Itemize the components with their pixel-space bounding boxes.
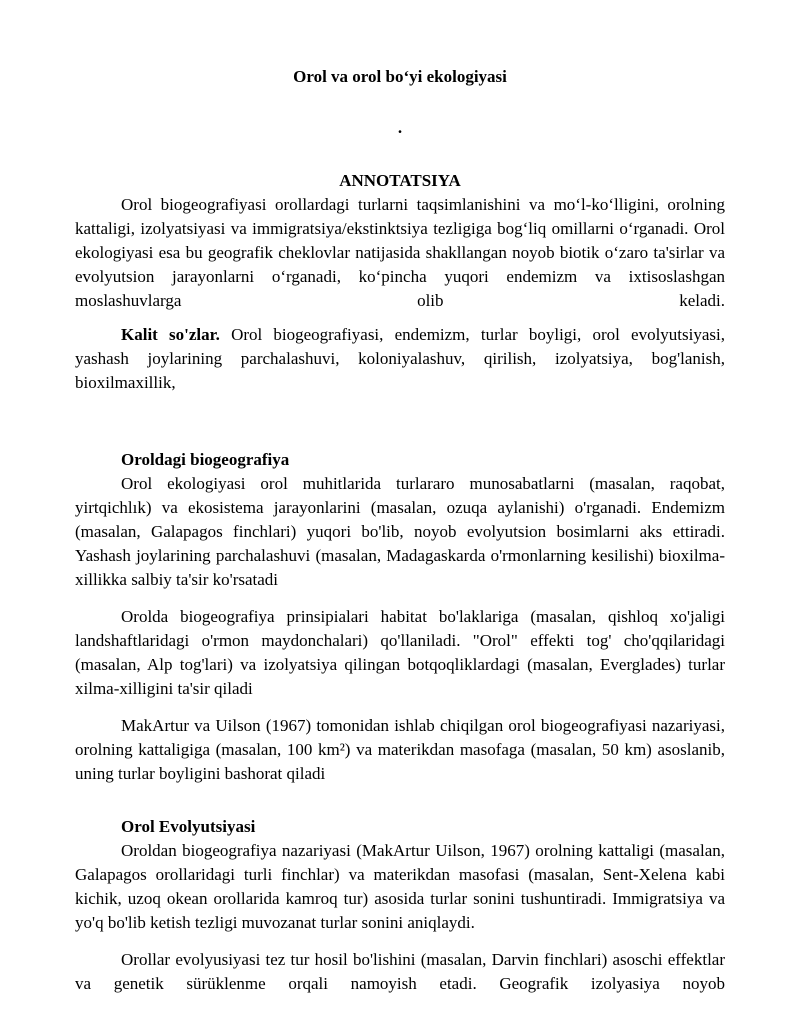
- section2-paragraph-1: Oroldan biogeografiya nazariyasi (MakArtur Uilson, 1967) orolning kattaligi (masalan, Galapagos orollaridagi turli finchlar) va materikdan masofasi (masalan, Sent-Xelena kabi kichik, uzoq okean orollarida kamroq tur) asosida turlar sonini tushuntiradi. Immigratsiya va yo'q bo'lib ketish tezligi muvozanat turlar sonini aniqlaydi.: [75, 841, 725, 932]
- keywords-paragraph: [75, 323, 725, 395]
- annotation-text: Orol biogeografiyasi orollardagi turlarni taqsimlanishini va mo‘l-ko‘lligini, orolning kattaligi, izolyatsiyasi va immigratsiya/ekstinktsiya tezligiga bog‘liq omillarni o‘rganadi. Orol ekologiyasi esa bu geografik cheklovlar natijasida shakllangan noyob biotik o‘zaro ta'sirlar va evolyutsion jarayonlarni o‘rganadi, ko‘pincha yuqori endemizm va ixtisoslashgan moslashuvlarga olib keladi.: [75, 195, 725, 310]
- section1-paragraph-2: Orolda biogeografiya prinsipialari habitat bo'laklariga (masalan, qishloq xo'jaligi landshaftlaridagi o'rmon maydonchalari) qo'llaniladi. "Orol" effekti tog' cho'qqilaridagi (masalan, Alp tog'lari) va izolyatsiya qilingan botqoqliklardagi (masalan, Everglades) turlar xilma-xilligini ta'sir qiladi: [75, 607, 725, 698]
- keywords-text: Orol biogeografiyasi, endemizm, turlar boyligi, orol evolyutsiyasi, yashash joylarining parchalashuvi, koloniyalashuv, qirilish, izolyatsiya, bog'lanish, bioxilmaxillik,: [75, 325, 725, 392]
- section-heading-biogeography: Oroldagi biogeografiya: [121, 450, 290, 469]
- document-title: Orol va orol bo‘yi ekologiyasi: [293, 67, 507, 86]
- annotation-heading: ANNOTATSIYA: [339, 171, 461, 190]
- title-separator-dot: .: [397, 118, 403, 137]
- keywords-label: Kalit so'zlar.: [121, 325, 220, 344]
- section1-paragraph-3: MakArtur va Uilson (1967) tomonidan ishlab chiqilgan orol biogeografiyasi nazariyasi, orolning kattaligiga (masalan, 100 km²) va materikdan masofaga (masalan, 50 km) asoslanib, uning turlar boyligini bashorat qiladi: [75, 716, 725, 783]
- section2-paragraph-2: Orollar evolyusiyasi tez tur hosil bo'lishini (masalan, Darvin finchlari) asoschi effektlar va genetik sürüklenme orqali namoyish etadi. Geografik izolyasiya noyob: [75, 950, 725, 993]
- section-heading-evolution: Orol Evolyutsiyasi: [121, 817, 256, 836]
- section1-paragraph-1: Orol ekologiyasi orol muhitlarida turlararo munosabatlarni (masalan, raqobat, yirtqichlık) va ekosistema jarayonlarini (masalan, ozuqa aylanishi) o'rganadi. Endemizm (masalan, Galapagos finchlari) yuqori bo'lib, noyob evolyutsion bosimlarni aks ettiradi. Yashash joylarining parchalashuvi (masalan, Madagaskarda o'rmonlarning kesilishi) bioxilma-xillikka salbiy ta'sir ko'rsatadi: [75, 474, 725, 589]
- document-body: [75, 66, 725, 996]
